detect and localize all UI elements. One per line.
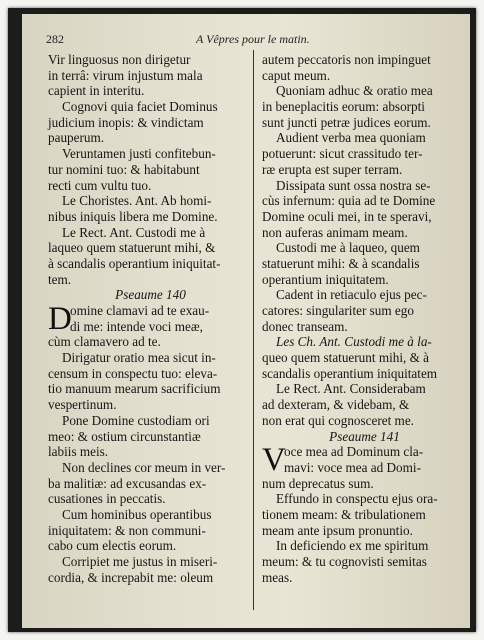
page-number: 282	[46, 32, 64, 46]
column-divider	[253, 50, 254, 610]
text-line: scandalis operantium iniquitatem	[262, 365, 438, 381]
image-frame	[8, 8, 476, 632]
text-line: Dirigatur oratio mea sicut in-	[62, 350, 216, 366]
text-line: tionem meam: & tribulationem	[262, 506, 426, 522]
text-line: capient in interitu.	[48, 83, 145, 99]
text-line: Cadent in retiaculo ejus pec-	[276, 287, 427, 303]
text-line: Les Ch. Ant. Custodi me à la-	[276, 334, 432, 350]
text-line: di me: intende voci meæ,	[70, 318, 203, 334]
text-line: iniquitatem: & non communi-	[48, 522, 206, 538]
text-line: In deficiendo ex me spiritum	[276, 538, 429, 554]
text-line: labiis meis.	[48, 444, 109, 460]
right-column	[262, 52, 467, 585]
text-line: Cognovi quia faciet Dominus	[62, 99, 218, 115]
text-line: Non declines cor meum in ver-	[62, 459, 226, 475]
text-line: num deprecatus sum.	[262, 475, 374, 491]
text-line: cùm clamavero ad te.	[48, 334, 161, 350]
running-title: A Vêpres pour le matin.	[196, 32, 310, 46]
text-line: caput meum.	[262, 67, 331, 83]
text-line: cusationes in peccatis.	[48, 491, 166, 507]
text-line: cabo cum electis eorum.	[48, 538, 177, 554]
text-line: nibus iniquis libera me Domine.	[48, 208, 218, 224]
text-line: operantium iniquitatem.	[262, 271, 389, 287]
text-line: tio manuum mearum sacrificium	[48, 381, 221, 397]
text-line: omine clamavi ad te exau-	[70, 303, 210, 318]
text-line: sunt juncti petræ judices eorum.	[262, 114, 431, 130]
text-line: non auferas animam meam.	[262, 224, 408, 240]
text-line: potuerunt: sicut crassitudo ter-	[262, 146, 423, 162]
text-line: Vir linguosus non dirigetur	[48, 52, 191, 67]
text-line: in terrâ: virum injustum mala	[48, 67, 203, 83]
text-line: Custodi me à laqueo, quem	[276, 240, 420, 256]
text-line: cordia, & increpabit me: oleum	[48, 569, 214, 585]
text-line: catores: singulariter sum ego	[262, 303, 414, 318]
drop-cap: D	[48, 301, 72, 337]
drop-cap-block	[262, 442, 467, 479]
text-line: autem peccatoris non impinguet	[262, 52, 431, 67]
text-line: recti cum vultu tuo.	[48, 177, 152, 193]
text-line: cùs infernum: quia ad te Domine	[262, 193, 436, 209]
text-line: ba malitiæ: ad excusandas ex-	[48, 475, 207, 491]
text-line: pauperum.	[48, 130, 105, 146]
text-line: censum in conspectu tuo: eleva-	[48, 365, 218, 381]
text-line: meam ante ipsum pronuntio.	[262, 522, 413, 538]
text-line: Pone Domine custodiam ori	[62, 412, 210, 428]
book-page	[22, 14, 470, 628]
drop-cap: V	[262, 442, 286, 479]
text-line: Effundo in conspectu ejus ora-	[276, 491, 438, 507]
text-line: meo: & ostium circunstantiæ	[48, 428, 201, 444]
psalm-heading: Pseaume 141	[329, 428, 400, 444]
page-header	[46, 32, 466, 50]
text-line: Veruntamen justi confitebun-	[62, 146, 216, 162]
text-line: in beneplacitis eorum: absorpti	[262, 99, 425, 115]
text-line: tur nomini tuo: & habitabunt	[48, 161, 200, 177]
text-line: non erat qui cognosceret me.	[262, 412, 414, 428]
text-line: ræ erupta est super terram.	[262, 161, 403, 177]
text-line: judicium inopis: & vindictam	[48, 114, 204, 130]
drop-cap-block	[48, 301, 253, 337]
text-line: Corripiet me justus in miseri-	[62, 554, 218, 569]
text-line: statuerunt mihi: & à scandalis	[262, 255, 420, 271]
text-line: Audient verba mea quoniam	[276, 130, 426, 146]
psalm-heading: Pseaume 140	[115, 287, 186, 303]
text-line: Dissipata sunt ossa nostra se-	[276, 177, 431, 193]
text-line: vespertinum.	[48, 397, 117, 413]
text-line: ad dexteram, & videbam, &	[262, 397, 410, 413]
text-line: à scandalis operantium iniquitat-	[48, 255, 221, 271]
text-line: tem.	[48, 271, 72, 287]
text-line: Quoniam adhuc & oratio mea	[276, 83, 433, 99]
left-column	[48, 52, 253, 585]
text-line: laqueo quem statuerunt mihi, &	[48, 240, 216, 256]
text-line: Le Rect. Ant. Considerabam	[276, 381, 426, 397]
text-line: meum: & tu cognovisti semitas	[262, 554, 427, 569]
text-line: queo quem statuerunt mihi, & à	[262, 350, 430, 366]
text-line: Domine oculi mei, in te speravi,	[262, 208, 432, 224]
text-line: mavi: voce mea ad Domi-	[284, 459, 421, 475]
text-line: meas.	[262, 569, 293, 585]
text-line: Cum hominibus operantibus	[62, 506, 212, 522]
text-line: Le Choristes. Ant. Ab homi-	[62, 193, 212, 209]
text-line: donec transeam.	[262, 318, 348, 334]
text-line: oce mea ad Dominum cla-	[284, 444, 424, 460]
text-line: Le Rect. Ant. Custodi me à	[62, 224, 206, 240]
